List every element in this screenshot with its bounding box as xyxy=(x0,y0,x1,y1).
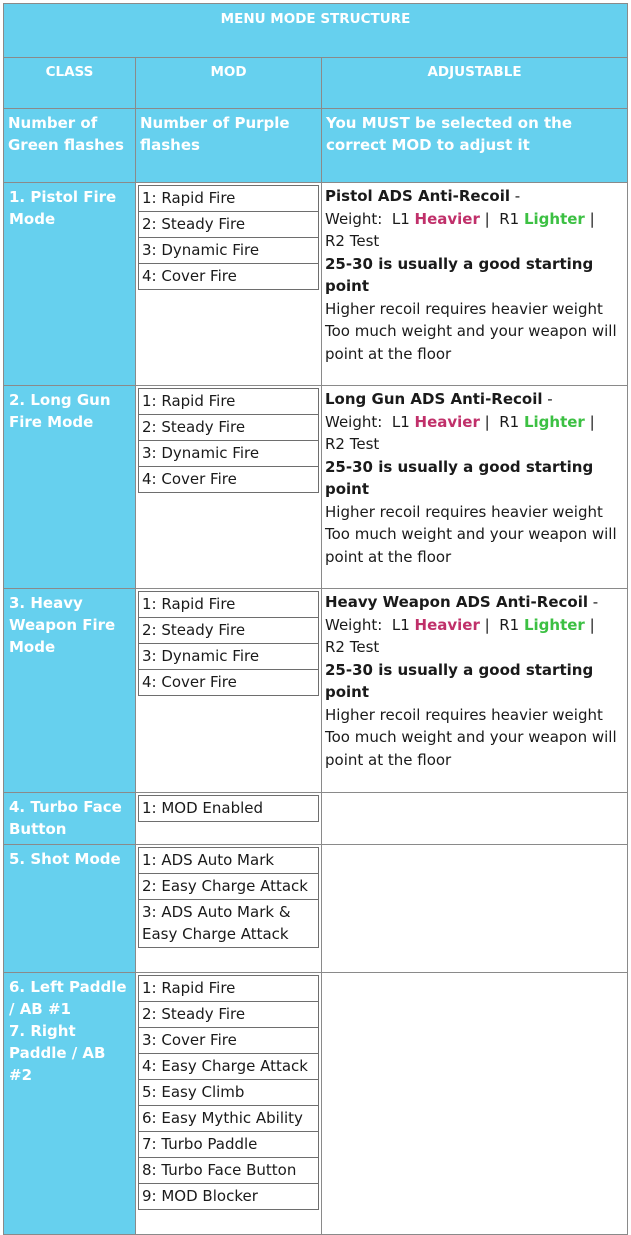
mod-item: 4: Cover Fire xyxy=(139,467,319,493)
mod-cell xyxy=(136,973,322,1235)
tip-text: 25-30 is usually a good starting point xyxy=(325,457,594,498)
adjust-dash: - xyxy=(510,187,521,205)
class-label-left-paddle: 6. Left Paddle / AB #1 xyxy=(9,978,127,1018)
mod-item: 2: Steady Fire xyxy=(139,618,319,644)
adjust-dash: - xyxy=(542,390,553,408)
weight-line xyxy=(325,614,624,637)
mod-item: 1: ADS Auto Mark xyxy=(139,848,319,874)
class-cell: 4. Turbo Face Button xyxy=(4,793,136,845)
class-cell: 5. Shot Mode xyxy=(4,845,136,973)
mod-item: 7: Turbo Paddle xyxy=(139,1132,319,1158)
weight-prefix: Weight: L1 xyxy=(325,615,415,634)
note-line: Too much weight and your weapon will point at the floor xyxy=(325,322,617,363)
lighter-label: Lighter xyxy=(523,412,585,431)
mod-item: 2: Steady Fire xyxy=(139,212,319,238)
mod-item: 9: MOD Blocker xyxy=(139,1184,319,1210)
lighter-label: Lighter xyxy=(523,615,585,634)
mod-item: 4: Cover Fire xyxy=(139,670,319,696)
mod-item: 1: Rapid Fire xyxy=(139,186,319,212)
header-mod: MOD xyxy=(136,58,322,109)
weight-end: | xyxy=(584,615,595,634)
heavier-label: Heavier xyxy=(414,412,480,431)
table-row xyxy=(4,845,628,973)
adjust-cell xyxy=(322,183,628,386)
tip-text: 25-30 is usually a good starting point xyxy=(325,254,594,295)
adjust-title-line xyxy=(325,185,624,208)
mod-item: 4: Cover Fire xyxy=(139,264,319,290)
class-cell: 3. Heavy Weapon Fire Mode xyxy=(4,589,136,793)
lighter-label: Lighter xyxy=(523,209,585,228)
weight-end: | xyxy=(584,209,595,228)
mod-item: 3: Cover Fire xyxy=(139,1028,319,1054)
adjust-cell xyxy=(322,589,628,793)
adjust-title-line xyxy=(325,388,624,411)
mod-list xyxy=(138,975,319,1210)
mod-list xyxy=(138,795,319,822)
mod-item: 3: Dynamic Fire xyxy=(139,644,319,670)
header-row xyxy=(4,58,628,109)
class-label-right-paddle: 7. Right Paddle / AB #2 xyxy=(9,1022,106,1084)
subheader-class: Number of Green flashes xyxy=(4,109,136,183)
table-row xyxy=(4,183,628,386)
subheader-adjustable: You MUST be selected on the correct MOD to adjust it xyxy=(322,109,628,183)
tip-text: 25-30 is usually a good starting point xyxy=(325,660,594,701)
mod-item: 2: Steady Fire xyxy=(139,1002,319,1028)
note-line: Higher recoil requires heavier weight xyxy=(325,705,603,724)
mod-cell xyxy=(136,386,322,589)
class-cell: 2. Long Gun Fire Mode xyxy=(4,386,136,589)
weight-line xyxy=(325,208,624,231)
adjust-title: Heavy Weapon ADS Anti-Recoil xyxy=(325,593,588,611)
title-row xyxy=(4,4,628,58)
adjust-title: Long Gun ADS Anti-Recoil xyxy=(325,390,543,408)
mod-item: 1: Rapid Fire xyxy=(139,976,319,1002)
mod-cell xyxy=(136,183,322,386)
adjust-title: Pistol ADS Anti-Recoil xyxy=(325,187,511,205)
subheader-row xyxy=(4,109,628,183)
adjust-cell-empty xyxy=(322,845,628,973)
weight-line xyxy=(325,411,624,434)
note-line: Too much weight and your weapon will point at the floor xyxy=(325,525,617,566)
mod-item: 2: Steady Fire xyxy=(139,415,319,441)
mod-list xyxy=(138,388,319,493)
table-row xyxy=(4,793,628,845)
class-cell: 1. Pistol Fire Mode xyxy=(4,183,136,386)
adjust-cell xyxy=(322,386,628,589)
adjust-cell-empty xyxy=(322,793,628,845)
weight-sep: | R1 xyxy=(479,615,524,634)
mod-cell xyxy=(136,793,322,845)
note-line: Too much weight and your weapon will point at the floor xyxy=(325,728,617,769)
test-line: R2 Test xyxy=(325,232,380,250)
adjust-dash: - xyxy=(588,593,599,611)
mod-item: 2: Easy Charge Attack xyxy=(139,874,319,900)
heavier-label: Heavier xyxy=(414,209,480,228)
test-line: R2 Test xyxy=(325,435,380,453)
mod-list xyxy=(138,591,319,696)
header-class: CLASS xyxy=(4,58,136,109)
note-line: Higher recoil requires heavier weight xyxy=(325,299,603,318)
mod-item: 1: Rapid Fire xyxy=(139,389,319,415)
mod-item: 1: MOD Enabled xyxy=(139,796,319,822)
weight-end: | xyxy=(584,412,595,431)
mod-item: 3: Dynamic Fire xyxy=(139,238,319,264)
subheader-mod: Number of Purple flashes xyxy=(136,109,322,183)
header-adjustable: ADJUSTABLE xyxy=(322,58,628,109)
mod-list xyxy=(138,847,319,948)
mod-item: 3: ADS Auto Mark & Easy Charge Attack xyxy=(139,900,319,948)
table-row xyxy=(4,386,628,589)
mod-item: 3: Dynamic Fire xyxy=(139,441,319,467)
mod-cell xyxy=(136,845,322,973)
weight-prefix: Weight: L1 xyxy=(325,412,415,431)
adjust-title-line xyxy=(325,591,624,614)
weight-sep: | R1 xyxy=(479,412,524,431)
mod-cell xyxy=(136,589,322,793)
table-row xyxy=(4,973,628,1235)
mod-item: 5: Easy Climb xyxy=(139,1080,319,1106)
weight-prefix: Weight: L1 xyxy=(325,209,415,228)
mod-item: 8: Turbo Face Button xyxy=(139,1158,319,1184)
table-row xyxy=(4,589,628,793)
adjust-cell-empty xyxy=(322,973,628,1235)
weight-sep: | R1 xyxy=(479,209,524,228)
heavier-label: Heavier xyxy=(414,615,480,634)
mod-item: 1: Rapid Fire xyxy=(139,592,319,618)
mod-list xyxy=(138,185,319,290)
test-line: R2 Test xyxy=(325,638,380,656)
table-title: MENU MODE STRUCTURE xyxy=(4,4,628,58)
note-line: Higher recoil requires heavier weight xyxy=(325,502,603,521)
menu-mode-table xyxy=(3,3,628,1235)
mod-item: 6: Easy Mythic Ability xyxy=(139,1106,319,1132)
mod-item: 4: Easy Charge Attack xyxy=(139,1054,319,1080)
class-cell xyxy=(4,973,136,1235)
